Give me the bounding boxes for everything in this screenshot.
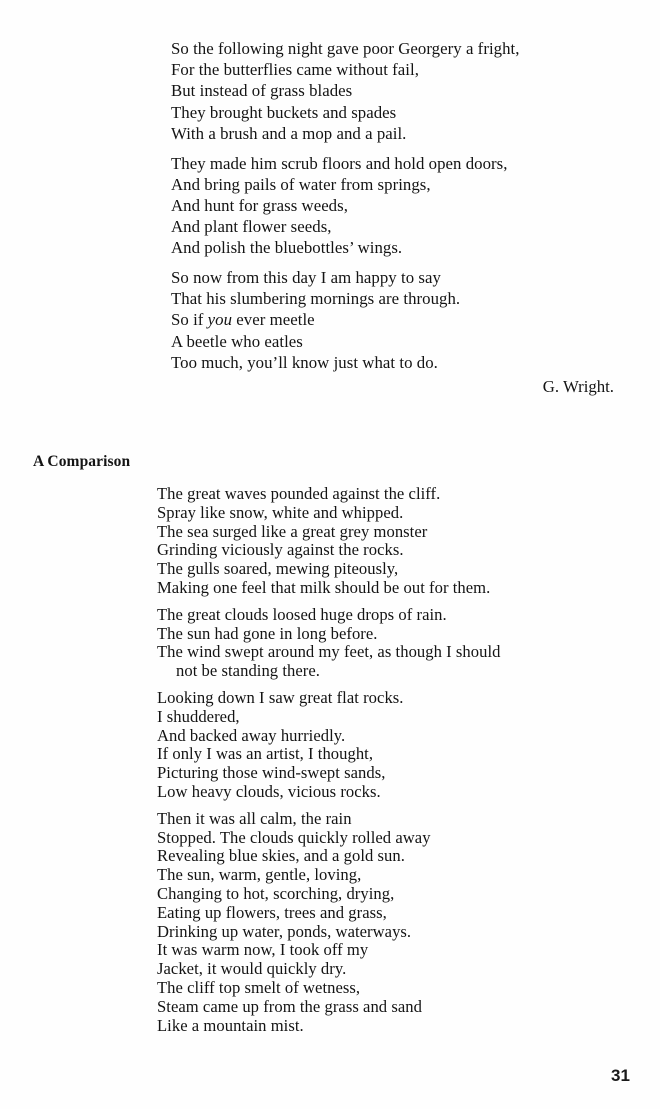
page-number: 31 xyxy=(611,1066,630,1085)
poem-line: The great waves pounded against the cliff. xyxy=(157,484,441,503)
poem-line: They brought buckets and spades xyxy=(171,102,397,122)
poem-georgery xyxy=(171,38,651,397)
poem-line: The sea surged like a great grey monster xyxy=(157,521,428,541)
poem-line: Then it was all calm, the rain xyxy=(157,808,352,828)
stanza xyxy=(157,606,637,681)
poem-line: Making one feel that milk should be out for them. xyxy=(157,577,491,597)
author-signature: G. Wright. xyxy=(542,377,614,397)
stanza xyxy=(171,267,651,373)
stanza xyxy=(171,153,651,259)
poem-line: And plant flower seeds, xyxy=(171,217,332,237)
poem-line: The gulls soared, mewing piteously, xyxy=(157,559,399,579)
poem-line: Spray like snow, white and whipped. xyxy=(157,502,404,522)
poem-line: But instead of grass blades xyxy=(171,81,353,101)
poem-line: And backed away hurriedly. xyxy=(157,725,346,745)
poem-line: A beetle who eatles xyxy=(171,331,303,351)
poem-line: For the butterflies came without fail, xyxy=(171,60,419,80)
poem-line: So now from this day I am happy to say xyxy=(171,268,441,288)
poem-line: Jacket, it would quickly dry. xyxy=(157,959,347,979)
poem-line: Stopped. The clouds quickly rolled away xyxy=(157,827,431,847)
poem-line xyxy=(171,309,651,330)
poem-line: They made him scrub floors and hold open doors, xyxy=(171,153,508,173)
poem-line: Picturing those wind-swept sands, xyxy=(157,763,386,783)
poem-line: The wind swept around my feet, as though I should xyxy=(157,642,501,662)
poem-line: I shuddered, xyxy=(157,706,240,726)
poem-line-continuation: not be standing there. xyxy=(176,661,320,681)
poem-a-comparison xyxy=(157,485,637,1035)
poem-line: The sun, warm, gentle, loving, xyxy=(157,865,362,885)
poem-line: Looking down I saw great flat rocks. xyxy=(157,687,404,707)
stanza xyxy=(157,689,637,802)
poem-line: Steam came up from the grass and sand xyxy=(157,996,422,1016)
poem-line: Revealing blue skies, and a gold sun. xyxy=(157,846,405,866)
poem-line: Grinding viciously against the rocks. xyxy=(157,540,404,560)
stanza xyxy=(157,485,637,598)
poem-line: It was warm now, I took off my xyxy=(157,940,369,960)
poem-line: With a brush and a mop and a pail. xyxy=(171,123,407,143)
poem-line: That his slumbering mornings are through. xyxy=(171,289,461,309)
line-text: ever meetle xyxy=(232,310,315,330)
poem-line: If only I was an artist, I thought, xyxy=(157,744,374,764)
emphasized-word: you xyxy=(207,310,233,330)
poem-line: Eating up flowers, trees and grass, xyxy=(157,902,387,922)
poem-title: A Comparison xyxy=(33,453,131,470)
poem-line: The great clouds loosed huge drops of rain. xyxy=(157,604,447,624)
stanza xyxy=(171,38,651,144)
poem-line: And bring pails of water from springs, xyxy=(171,174,431,194)
stanza xyxy=(157,810,637,1036)
poem-line: Changing to hot, scorching, drying, xyxy=(157,883,395,903)
poem-line: Low heavy clouds, vicious rocks. xyxy=(157,781,381,801)
poem-line: And polish the bluebottles’ wings. xyxy=(171,238,403,258)
poem-line: Drinking up water, ponds, waterways. xyxy=(157,921,412,941)
poem-line: The sun had gone in long before. xyxy=(157,623,378,643)
line-text: So if xyxy=(171,310,208,330)
poem-line: Too much, you’ll know just what to do. xyxy=(171,352,438,372)
poem-line: The cliff top smelt of wetness, xyxy=(157,977,361,997)
poem-line: And hunt for grass weeds, xyxy=(171,195,348,215)
poem-line: Like a mountain mist. xyxy=(157,1015,304,1035)
poem-line: So the following night gave poor Georgery a fright, xyxy=(171,39,520,58)
